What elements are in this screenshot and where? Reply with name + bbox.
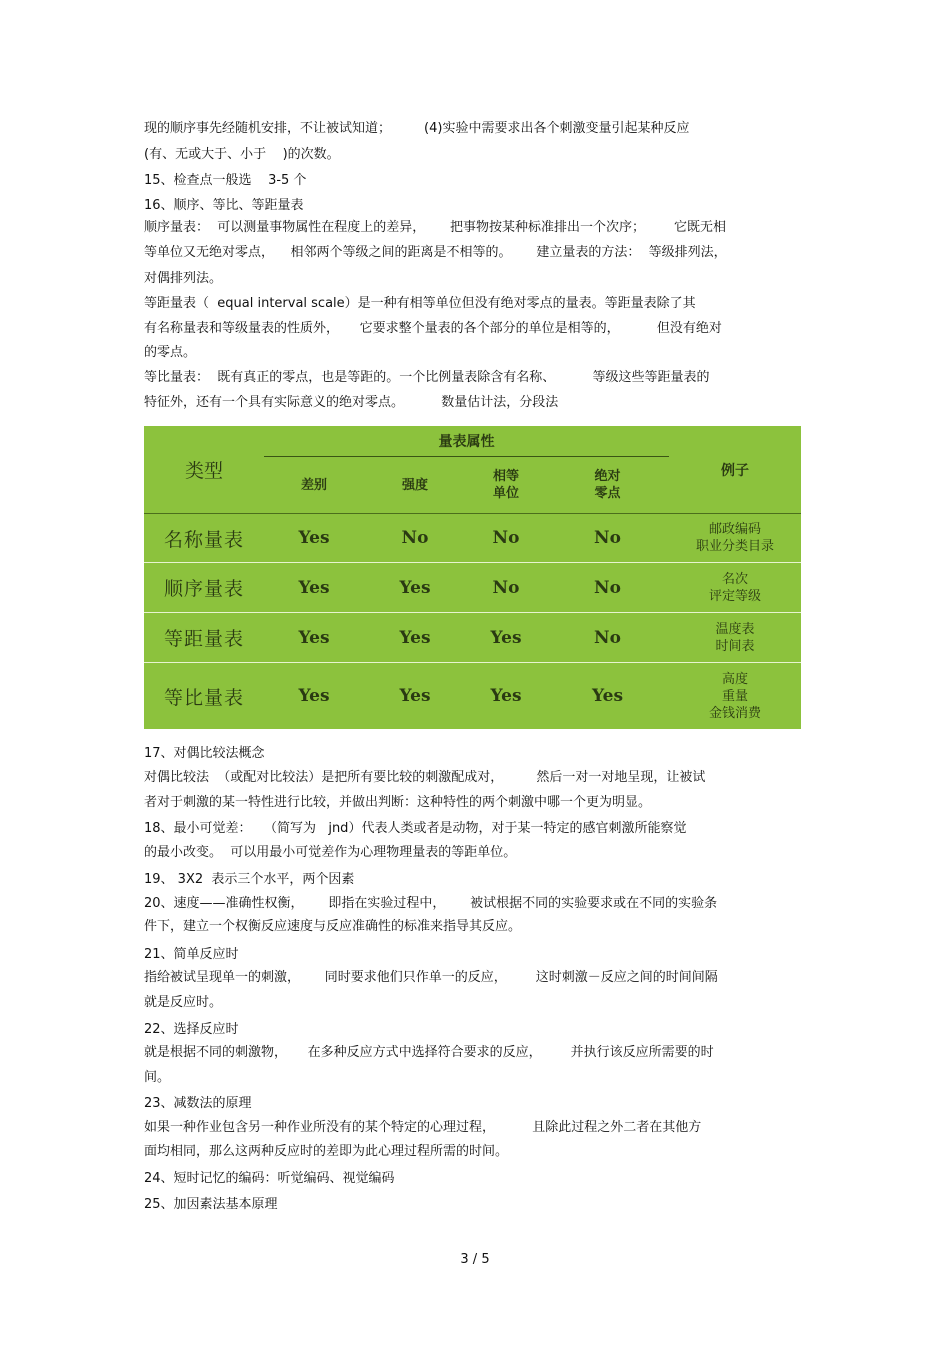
cell-value: No [364, 514, 466, 563]
text-line: 面均相同，那么这两种反应时的差即为此心理过程所需的时间。 [144, 1144, 509, 1159]
cell-value: No [466, 514, 546, 563]
table-row [144, 613, 801, 663]
cell-value: Yes [264, 613, 364, 663]
cell-value: Yes [490, 686, 522, 707]
cell-value: Yes [264, 563, 364, 613]
text-line: 18、最小可觉差： （简写为 jnd）代表人类或者是动物，对于某一特定的感官刺激所能察觉 [144, 821, 687, 836]
cell-value: Yes [298, 686, 330, 707]
cell-value: No [466, 563, 546, 613]
text-line: 23、减数法的原理 [144, 1096, 252, 1111]
table-row [144, 663, 801, 729]
text-line: 如果一种作业包含另一种作业所没有的某个特定的心理过程， 且除此过程之外二者在其他方 [144, 1120, 702, 1135]
cell-value: No [546, 514, 669, 563]
text-line: 25、加因素法基本原理 [144, 1197, 278, 1212]
text-line: 间。 [144, 1070, 171, 1085]
text-line: 24、短时记忆的编码：听觉编码、视觉编码 [144, 1171, 395, 1186]
cell-value: Yes [591, 686, 624, 707]
text-line: 就是反应时。 [144, 995, 223, 1010]
example-header: 例子 [721, 462, 749, 479]
table-row [144, 563, 801, 613]
sub-header-absolute-zero: 绝对 零点 [594, 469, 621, 502]
text-line: 件下，建立一个权衡反应速度与反应准确性的标准来指导其反应。 [144, 919, 522, 934]
text-line: 等单位又无绝对零点， 相邻两个等级之间的距离是不相等的。 建立量表的方法： 等级排列法， [144, 245, 727, 260]
text-line: (有、无或大于、小于 )的次数。 [144, 147, 340, 162]
text-line: 21、简单反应时 [144, 947, 239, 962]
example-cell: 邮政编码 职业分类目录 [669, 514, 801, 563]
text-line: 的最小改变。 可以用最小可觉差作为心理物理量表的等距单位。 [144, 845, 517, 860]
text-line: 对偶排列法。 [144, 271, 223, 286]
scale-comparison-table [144, 426, 801, 729]
sub-header-equal-unit: 相等 单位 [492, 469, 519, 502]
text-line: 15、检查点一般选 3-5 个 [144, 173, 307, 188]
text-line: 等距量表（ equal interval scale）是一种有相等单位但没有绝对零点的量表。等距量表除了其 [144, 296, 696, 311]
cell-value: No [546, 563, 669, 613]
type-header: 类型 [184, 460, 223, 483]
table-row [144, 514, 801, 563]
attribute-header: 量表属性 [264, 426, 669, 457]
text-line: 16、顺序、等比、等距量表 [144, 198, 304, 213]
text-line: 等比量表： 既有真正的零点，也是等距的。一个比例量表除含有名称、 等级这些等距量表的 [144, 370, 710, 385]
row-label: 等距量表 [144, 613, 264, 663]
text-line: 者对于刺激的某一特性进行比较，并做出判断：这种特性的两个刺激中哪一个更为明显。 [144, 795, 652, 810]
example-cell: 名次 评定等级 [669, 563, 801, 613]
cell-value: No [546, 613, 669, 663]
text-line: 对偶比较法 （或配对比较法）是把所有要比较的刺激配成对， 然后一对一对地呈现，让被试 [144, 770, 706, 785]
sub-header-difference: 差别 [300, 477, 327, 493]
cell-value: Yes [264, 514, 364, 563]
cell-value: Yes [466, 613, 546, 663]
row-label: 顺序量表 [144, 563, 264, 613]
text-line: 19、 3X2 表示三个水平，两个因素 [144, 872, 355, 887]
example-cell: 温度表 时间表 [669, 613, 801, 663]
text-line: 的零点。 [144, 345, 197, 360]
text-line: 指给被试呈现单一的刺激， 同时要求他们只作单一的反应， 这时刺激－反应之间的时间间隔 [144, 970, 718, 985]
sub-header-magnitude: 强度 [401, 477, 428, 493]
cell-value: Yes [364, 613, 466, 663]
example-cell: 高度 重量 金钱消费 [708, 671, 761, 721]
cell-value: Yes [364, 563, 466, 613]
text-line: 17、对偶比较法概念 [144, 746, 265, 761]
text-line: 有名称量表和等级量表的性质外， 它要求整个量表的各个部分的单位是相等的， 但没有绝对 [144, 321, 722, 336]
cell-value: Yes [399, 686, 431, 707]
page-number: 3 / 5 [460, 1252, 490, 1267]
row-label: 名称量表 [144, 514, 264, 563]
text-line: 20、速度——准确性权衡， 即指在实验过程中， 被试根据不同的实验要求或在不同的实验条 [144, 896, 718, 911]
row-label: 等比量表 [163, 686, 244, 709]
text-line: 现的顺序事先经随机安排，不让被试知道； (4)实验中需要求出各个刺激变量引起某种反应 [144, 121, 690, 136]
text-line: 22、选择反应时 [144, 1022, 239, 1037]
text-line: 顺序量表： 可以测量事物属性在程度上的差异， 把事物按某种标准排出一个次序； 它既无相 [144, 220, 726, 235]
text-line: 特征外，还有一个具有实际意义的绝对零点。 数量估计法，分段法 [144, 395, 559, 410]
text-line: 就是根据不同的刺激物， 在多种反应方式中选择符合要求的反应， 并执行该反应所需要的时 [144, 1045, 714, 1060]
